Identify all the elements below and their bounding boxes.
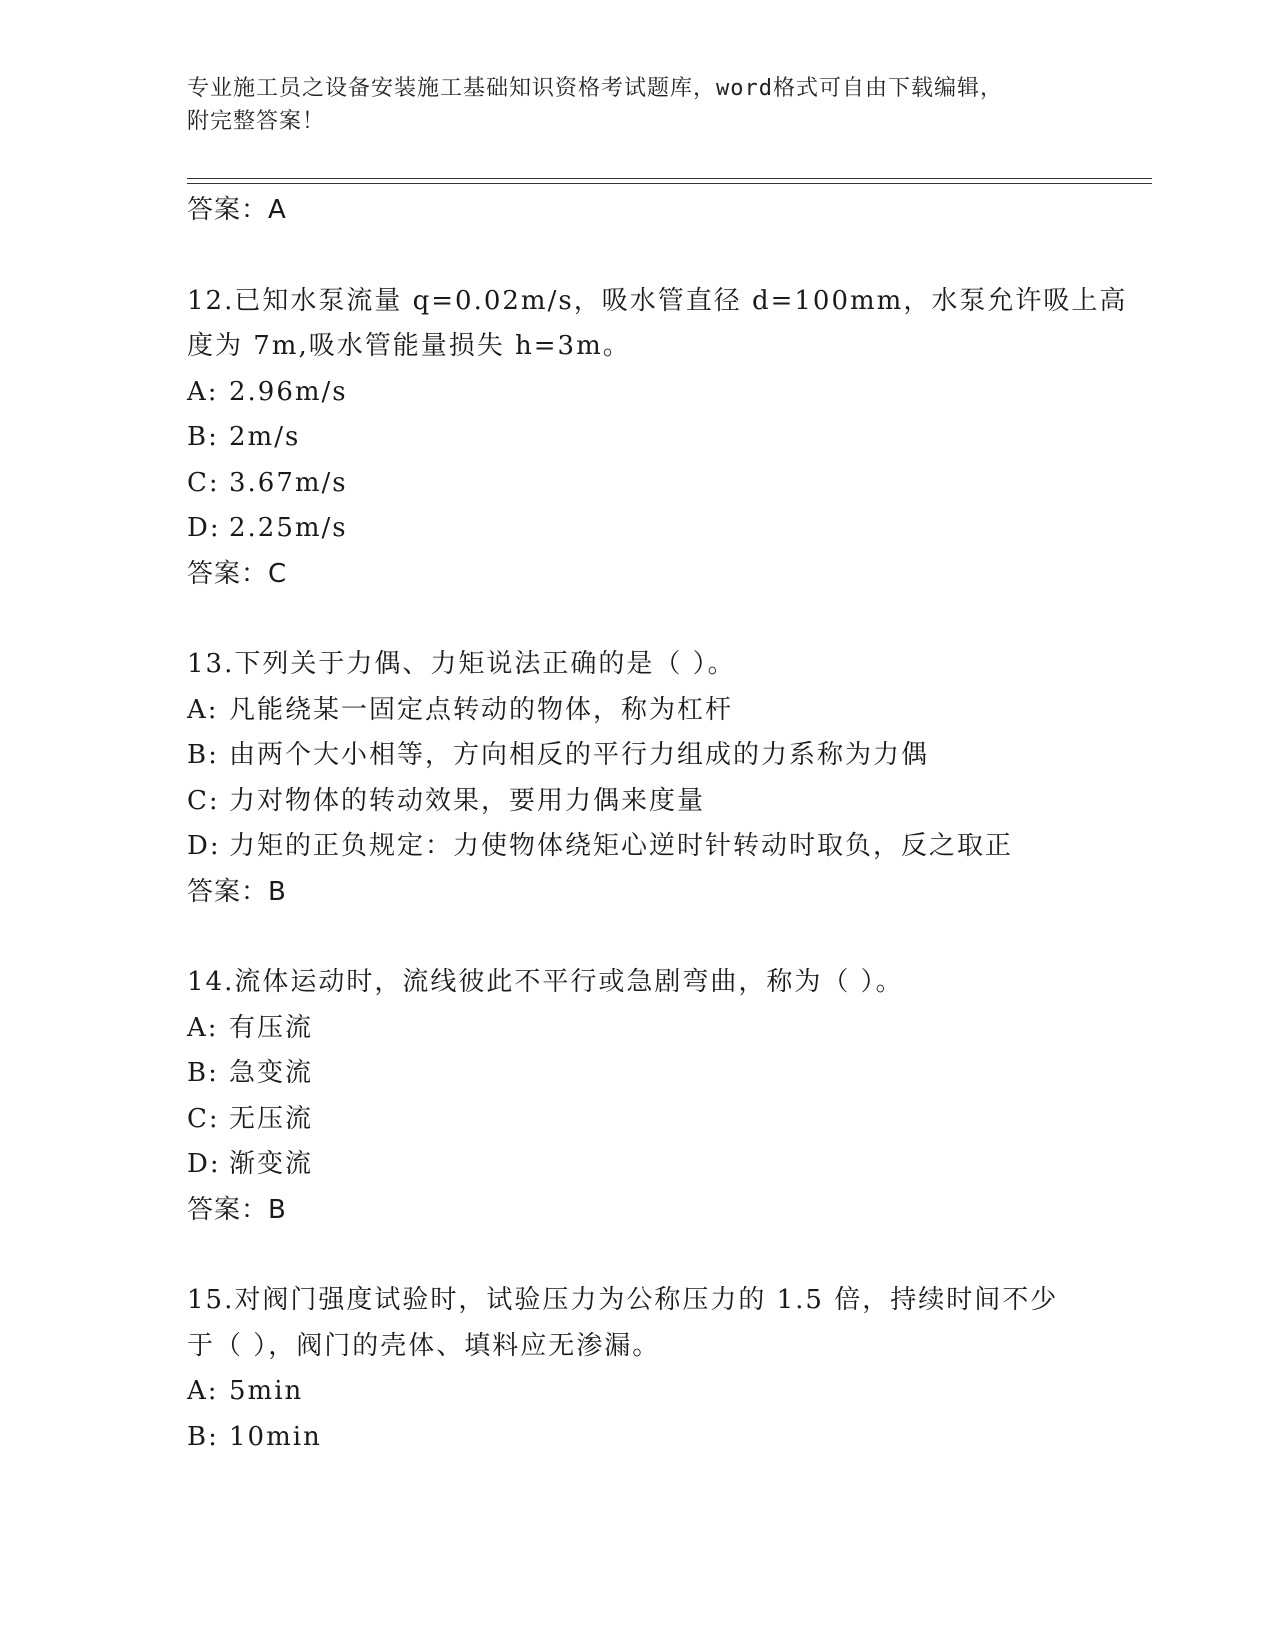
option-text: 渐变流 [229,1149,314,1179]
option-text: 无压流 [229,1103,314,1134]
option-a [187,1006,1087,1052]
option-c [187,779,1087,825]
option-letter: A: [187,694,219,725]
header-divider-top [187,178,1152,179]
option-b [187,1051,1087,1097]
option-b [187,1415,1087,1461]
option-d [187,824,1087,870]
option-letter: B: [187,422,219,452]
answer-q11: 答案：A [187,195,287,225]
answer-q12: 答案：C [187,558,288,589]
option-letter: C: [187,785,220,816]
question-stem: 度为 7m,吸水管能量损失 h=3m。 [187,331,631,361]
question-14 [187,960,1087,1233]
option-text: 3.67m/s [229,467,348,498]
option-a [187,1369,1087,1415]
option-letter: B: [187,1421,219,1452]
question-stem: 13.下列关于力偶、力矩说法正确的是（ ）。 [187,649,736,679]
option-a [187,370,1087,416]
option-a [187,688,1087,734]
question-stem: 12.已知水泵流量 q=0.02m/s，吸水管直径 d=100mm，水泵允许吸上高 [187,285,1128,316]
option-letter: C: [187,1103,220,1134]
option-letter: A: [187,1012,219,1043]
question-stem: 于（ ），阀门的壳体、填料应无渗漏。 [187,1330,661,1361]
option-letter: A: [187,376,219,407]
option-d [187,1142,1087,1188]
option-letter: B: [187,740,219,770]
spacer [187,597,1087,642]
option-text: 有压流 [229,1012,314,1043]
option-letter: D: [187,831,221,861]
option-text: 由两个大小相等，方向相反的平行力组成的力系称为力偶 [229,740,930,770]
question-list [187,188,1128,1460]
option-text: 5min [229,1376,304,1406]
answer-q13: 答案：B [187,876,287,907]
option-b [187,733,1087,779]
header-divider-bottom [187,183,1152,184]
option-b [187,415,1087,461]
question-12 [187,279,1128,598]
option-c [187,1097,1087,1143]
option-text: 凡能绕某一固定点转动的物体，称为杠杆 [229,694,734,725]
spacer [187,1233,1087,1278]
option-text: 急变流 [229,1058,314,1088]
option-letter: D: [187,513,221,543]
answer-q14: 答案：B [187,1194,287,1225]
option-c [187,461,1087,507]
question-13 [187,642,1087,915]
option-text: 10min [229,1421,322,1452]
option-text: 力矩的正负规定：力使物体绕矩心逆时针转动时取负，反之取正 [229,831,1014,861]
document-header [187,72,1067,138]
question-stem: 14.流体运动时，流线彼此不平行或急剧弯曲，称为（ ）。 [187,967,904,997]
option-text: 2.96m/s [229,376,348,407]
question-15 [187,1278,1087,1460]
option-letter: C: [187,467,220,498]
option-text: 2m/s [229,422,301,452]
header-line-2: 附完整答案！ [187,109,326,134]
question-stem: 15.对阀门强度试验时，试验压力为公称压力的 1.5 倍，持续时间不少 [187,1285,1059,1315]
option-letter: D: [187,1149,221,1179]
option-letter: B: [187,1058,219,1088]
spacer [187,234,1087,279]
spacer [187,915,1087,960]
option-letter: A: [187,1376,219,1406]
option-text: 力对物体的转动效果，要用力偶来度量 [229,785,706,816]
option-text: 2.25m/s [229,513,348,543]
option-d [187,506,1087,552]
header-line-1: 专业施工员之设备安装施工基础知识资格考试题库，word格式可自由下载编辑， [187,76,1003,101]
